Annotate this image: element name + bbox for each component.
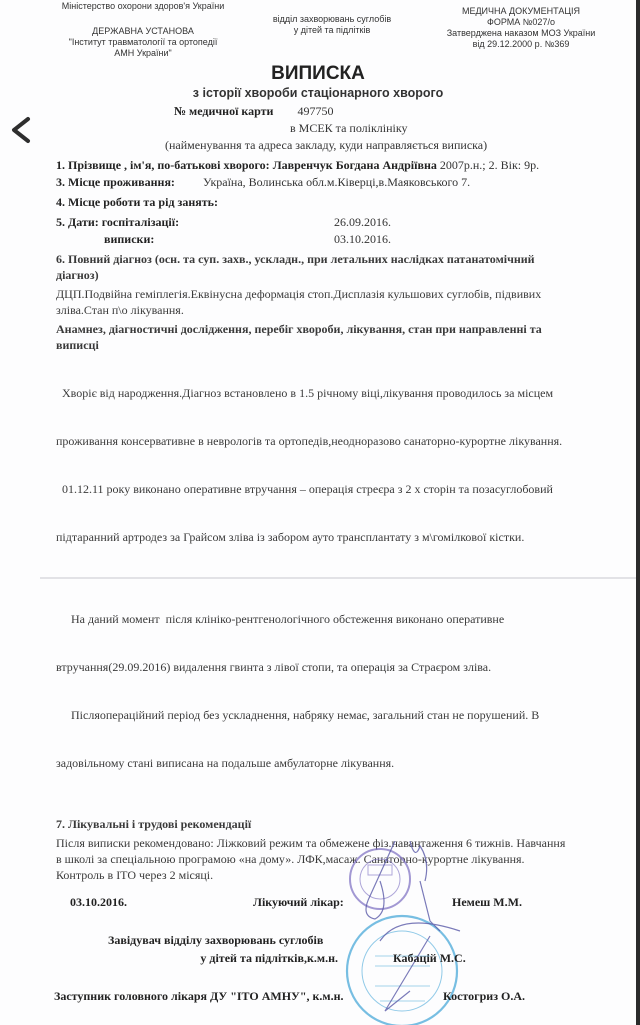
document-title: ВИПИСКА: [271, 63, 365, 84]
approved-line2: від 29.12.2000 р. №369: [472, 39, 570, 49]
deputy-label: Заступник головного лікаря ДУ "ІТО АМНУ", к.м.н.: [54, 989, 344, 1003]
doctor-name: Немеш М.М.: [452, 895, 522, 909]
deputy-name: Костогриз О.А.: [443, 989, 526, 1003]
destination: в МСЕК та поліклініку: [290, 121, 408, 135]
diagnosis-text: [56, 286, 622, 318]
recommendations-text: [56, 835, 622, 883]
document-subtitle: з історії хвороби стаціонарного хворого: [192, 86, 444, 100]
anamnesis-line: 01.12.11 року виконано оперативне втручання – операція стреєра з 2 х сторін та позасуглобовий: [56, 482, 553, 496]
head-label-line2: у дітей та підлітків,к.м.н.: [200, 951, 338, 965]
anamnesis-line: підтаранний артродез за Грайсом зліва із забором ауто трансплантату з м\гомілкової кістки.: [56, 530, 525, 544]
card-number: 497750: [297, 104, 334, 118]
anamnesis-line: На даний момент після клініко-рентгенологічного обстеження виконано оперативне: [56, 612, 505, 626]
institution-block: [48, 1, 238, 59]
patient-name: Лавренчук Богдана Андріївна: [272, 158, 437, 172]
recommendation-line: в школі за спеціальною програмою «на дому». ЛФК,масаж. Санаторно-курортне лікування.: [56, 852, 525, 866]
institution-name-line1: "Інститут травматології та ортопедії: [68, 37, 218, 47]
back-button[interactable]: [8, 115, 34, 145]
work-label: 4. Місце роботи та рід занять:: [56, 195, 218, 209]
hospitalization-date: 26.09.2016.: [334, 215, 391, 229]
doctor-label: Лікуючий лікар:: [253, 895, 344, 909]
card-row: [56, 103, 622, 120]
ministry-name: Міністерство охорони здоров'я України: [61, 1, 225, 11]
head-signature-row-1: [56, 931, 622, 949]
hospitalization-row: [56, 214, 622, 231]
anamnesis-line: Післяопераційний період без ускладнення, набряку немає, загальний стан не порушений. В: [56, 708, 540, 722]
right-edge-border: [636, 0, 640, 1025]
name-label: 1. Прізвище , ім'я, по-батькові хворого:: [56, 158, 270, 172]
dates-label: 5. Дати: госпіталізації:: [56, 215, 180, 229]
birth-age: 2007р.н.; 2. Вік: 9р.: [439, 158, 540, 172]
head-name: Кабацій М.С.: [393, 951, 466, 965]
destination-note: (найменування та адреса закладу, куди направляється виписка): [165, 138, 488, 152]
institution-name-line2: АМН України": [114, 48, 172, 58]
discharge-label: виписки:: [104, 232, 155, 246]
recommendation-line: Після виписки рекомендовано: Ліжковий режим та обмежене фіз.навантаження 6 тижнів. Навчання: [56, 836, 566, 850]
diagnosis-heading-line2: діагноз): [56, 268, 99, 282]
diagnosis-text-line1: ДЦП.Подвійна геміплегія.Еквінусна деформація стоп.Дисплазія кульшових суглобів, підвивих: [56, 287, 542, 301]
anamnesis-line: задовільному стані виписана на подальше амбулаторне лікування.: [56, 756, 395, 770]
chevron-left-icon: [8, 115, 34, 145]
document-body: [0, 103, 636, 1015]
recommendation-line: Контроль в ІТО через 2 місяці.: [56, 868, 214, 882]
paper-fold: [40, 577, 636, 579]
anamnesis-line: втручання(29.09.2016) видалення гвинта з лівої стопи, та операція за Страєром зліва.: [56, 660, 492, 674]
discharge-row: [56, 231, 622, 248]
anamnesis-text: [56, 353, 622, 803]
form-block: [426, 1, 616, 59]
discharge-date: 03.10.2016.: [334, 232, 391, 246]
anamnesis-heading-line2: виписці: [56, 338, 99, 352]
address-value: Україна, Волинська обл.м.Ківерці,в.Маяковського 7.: [203, 175, 471, 189]
card-label: № медичної карти: [174, 104, 274, 118]
doc-type: МЕДИЧНА ДОКУМЕНТАЦІЯ: [461, 6, 581, 16]
recommendations-heading: 7. Лікувальні і трудові рекомендації: [56, 817, 252, 831]
department-line1: відділ захворювань суглобів: [272, 14, 392, 24]
doctor-signature-row: [56, 893, 622, 911]
head-signature-row-2: [56, 949, 622, 967]
anamnesis-line: Хворіє від народження.Діагноз встановлено в 1.5 річному віці,лікування проводилось за місцем: [56, 386, 554, 400]
form-number: ФОРМА №027/о: [487, 17, 555, 27]
institution-type: ДЕРЖАВНА УСТАНОВА: [92, 26, 194, 36]
department-line2: у дітей та підлітків: [293, 25, 371, 35]
signature-date: 03.10.2016.: [70, 895, 127, 909]
anamnesis-heading-line1: Анамнез, діагностичні дослідження, перебіг хвороби, лікування, стан при направленні та: [56, 322, 542, 336]
document-header: [0, 0, 636, 59]
name-row: [56, 157, 622, 174]
deputy-signature-row: [56, 987, 622, 1005]
diagnosis-text-line2: зліва.Стан п\о лікування.: [56, 303, 184, 317]
address-row: [56, 174, 622, 191]
approved-line1: Затверджена наказом МОЗ України: [446, 28, 596, 38]
head-label-line1: Завідувач відділу захворювань суглобів: [108, 933, 324, 947]
anamnesis-line: проживання консервативне в неврологів та ортопедів,неодноразово санаторно-курортне лікування.: [56, 434, 563, 448]
diagnosis-heading: [56, 251, 622, 283]
diagnosis-heading-line1: 6. Повний діагноз (осн. та суп. захв., ускладн., при летальних наслідках патанатомічний: [56, 252, 535, 266]
department-block: [257, 1, 407, 59]
anamnesis-heading: [56, 321, 622, 353]
address-label: 3. Місце проживання:: [56, 175, 175, 189]
